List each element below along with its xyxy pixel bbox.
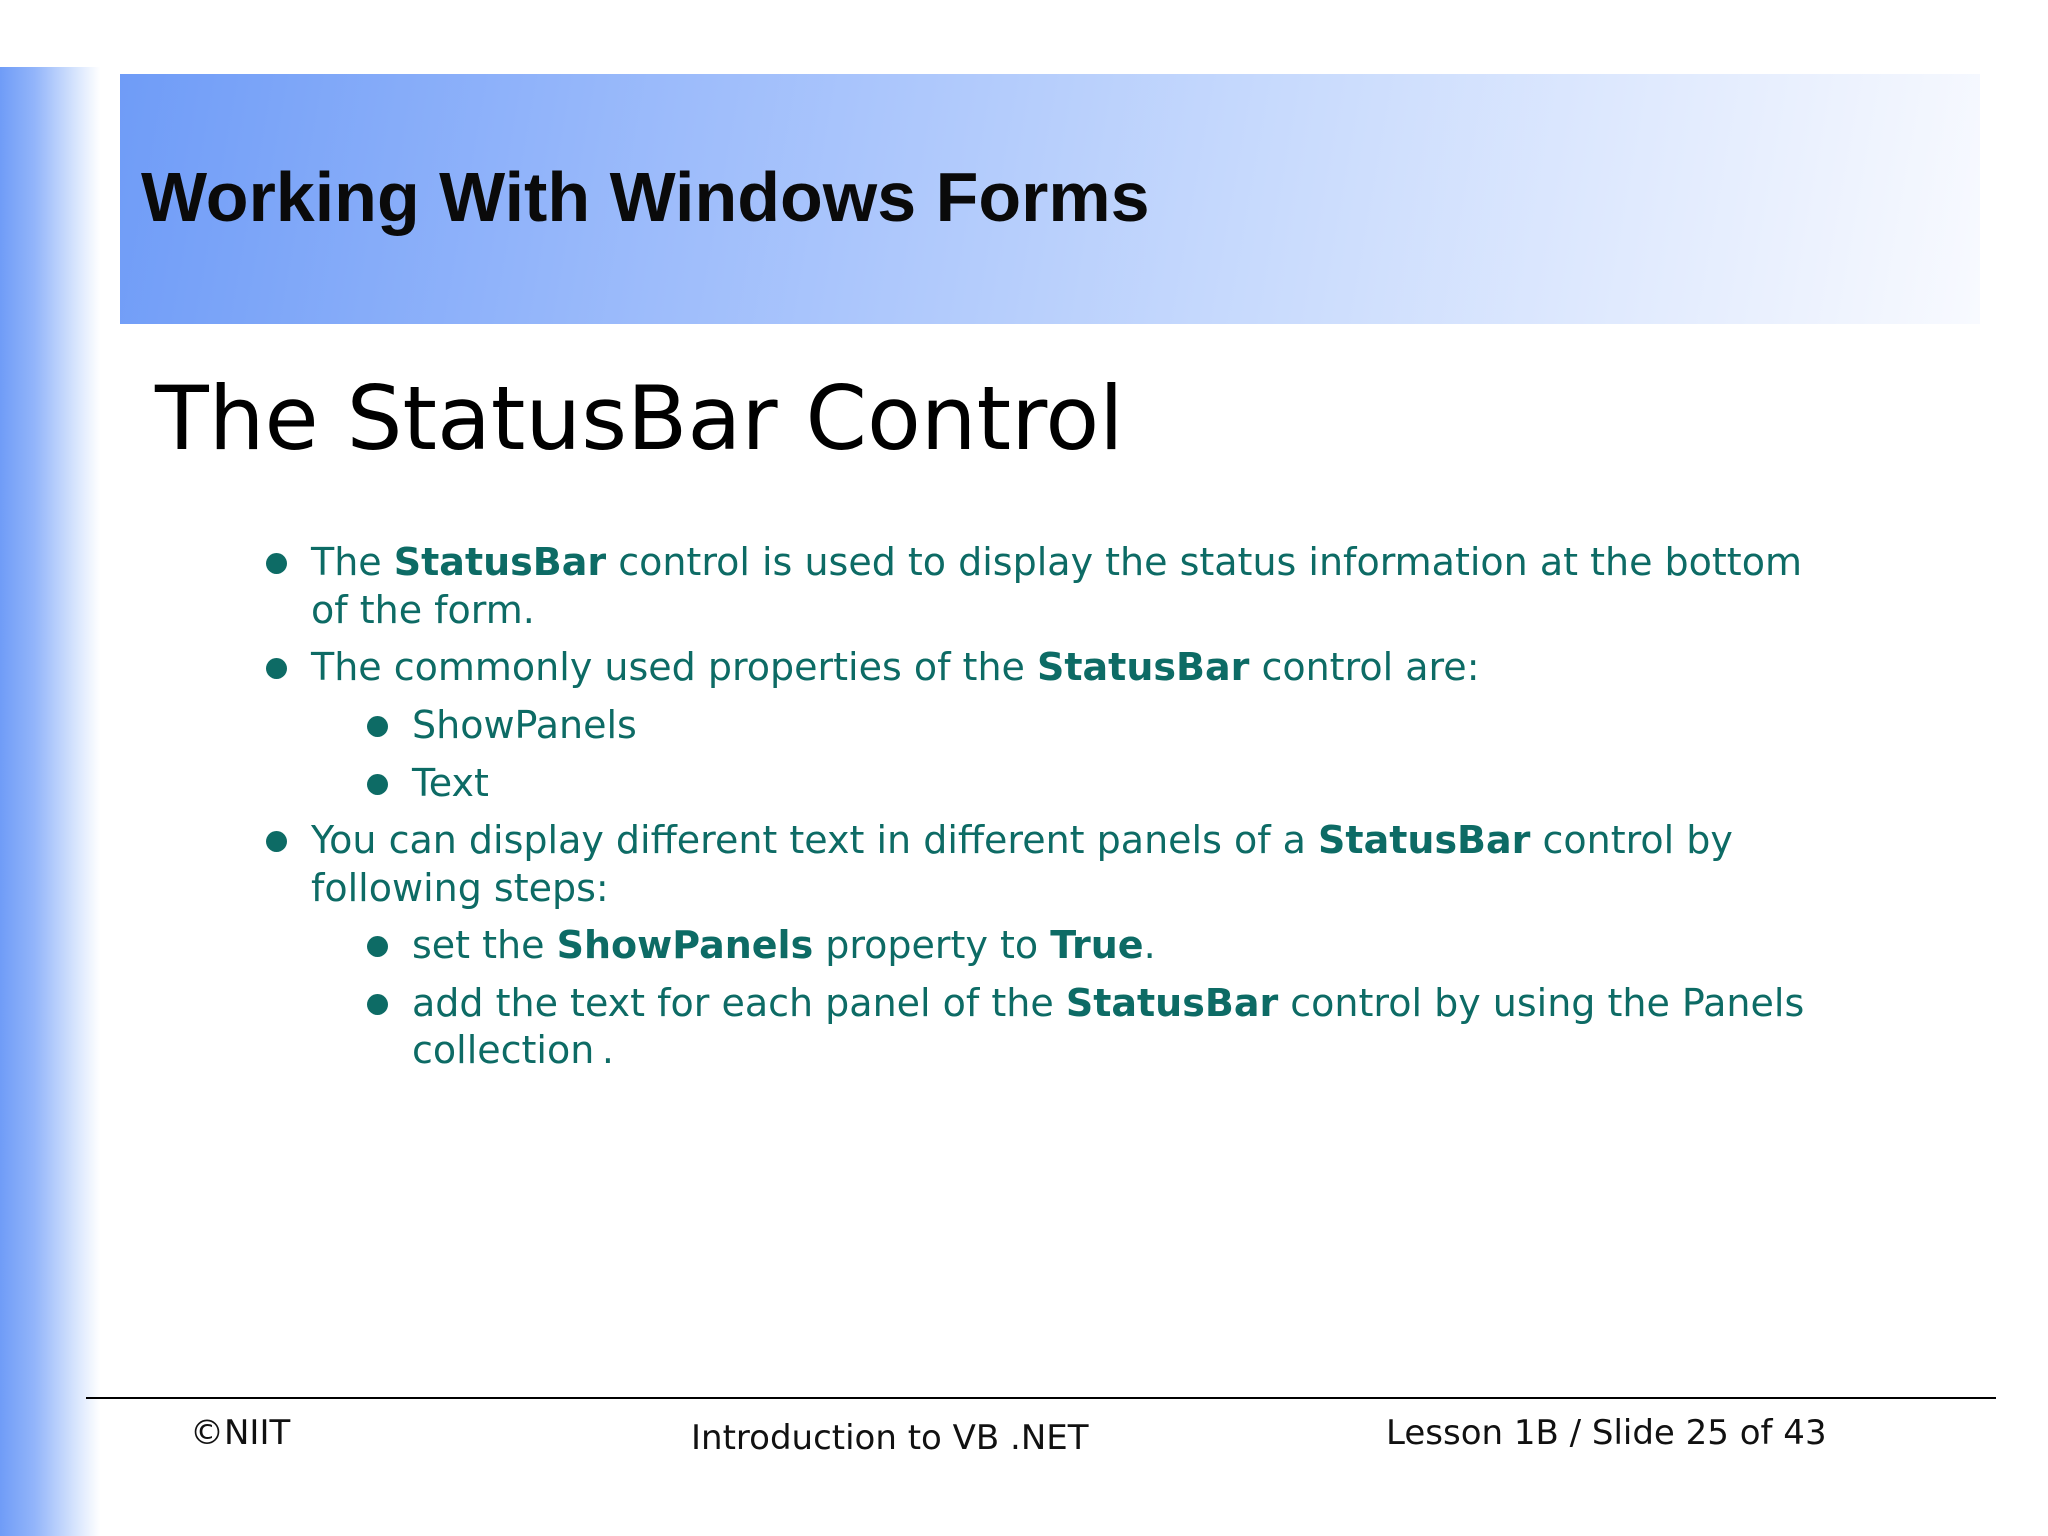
bullet-2-sub-2: Text (412, 761, 489, 805)
bullet-3-sub-1-pre: set the (412, 923, 557, 967)
bullet-3-sub-1-bold-2: True (1050, 923, 1144, 967)
bullet-2-text-pre: The commonly used properties of the (311, 645, 1037, 689)
bullet-3-sub-1-bold-1: ShowPanels (556, 923, 814, 967)
footer-course-title: Introduction to VB .NET (691, 1418, 1089, 1458)
header-title: Working With Windows Forms (141, 158, 1150, 236)
bullet-3-sub-2-line-2: collection . (412, 1028, 614, 1072)
bullet-3-line-1 (311, 818, 1733, 862)
bullet-3-sub-1 (412, 923, 1156, 967)
bullet-dot-icon (266, 658, 287, 679)
bullet-3-text-pre: You can display different text in different panels of a (311, 818, 1319, 862)
bullet-3-line-2: following steps: (311, 866, 609, 910)
bullet-3-bold: StatusBar (1318, 818, 1531, 862)
bullet-3-sub-2-pre: add the text for each panel of the (412, 981, 1066, 1025)
bullet-2-line-1 (311, 645, 1480, 689)
sub-bullet-dot-icon (367, 716, 388, 737)
bullet-1-line-2: of the form. (311, 588, 535, 632)
bullet-1-bold: StatusBar (393, 540, 607, 584)
bullet-3-sub-1-mid: property to (813, 923, 1051, 967)
bullet-1-text-post: control is used to display the status information at the bottom (606, 540, 1802, 584)
footer-divider (86, 1397, 1996, 1399)
bullet-2-text-post: control are: (1249, 645, 1480, 689)
bullet-dot-icon (266, 831, 287, 852)
bullet-2-bold: StatusBar (1037, 645, 1250, 689)
slide-title: The StatusBar Control (155, 367, 1124, 470)
bullet-3-sub-2-bold: StatusBar (1065, 981, 1279, 1025)
footer-slide-info: Lesson 1B / Slide 25 of 43 (1386, 1413, 1827, 1453)
sub-bullet-dot-icon (367, 936, 388, 957)
bullet-1-line-1 (311, 540, 1802, 584)
bullet-3-sub-2 (412, 981, 1805, 1025)
bullet-1-text-pre: The (311, 540, 394, 584)
sub-bullet-dot-icon (367, 994, 388, 1015)
bullet-3-text-post: control by (1530, 818, 1733, 862)
sub-bullet-dot-icon (367, 774, 388, 795)
bullet-3-sub-1-post: . (1143, 923, 1156, 967)
footer-copyright: ©NIIT (190, 1413, 291, 1453)
bullet-3-sub-2-post: control by using the Panels (1278, 981, 1805, 1025)
bullet-2-sub-1: ShowPanels (412, 703, 637, 747)
bullet-dot-icon (266, 553, 287, 574)
